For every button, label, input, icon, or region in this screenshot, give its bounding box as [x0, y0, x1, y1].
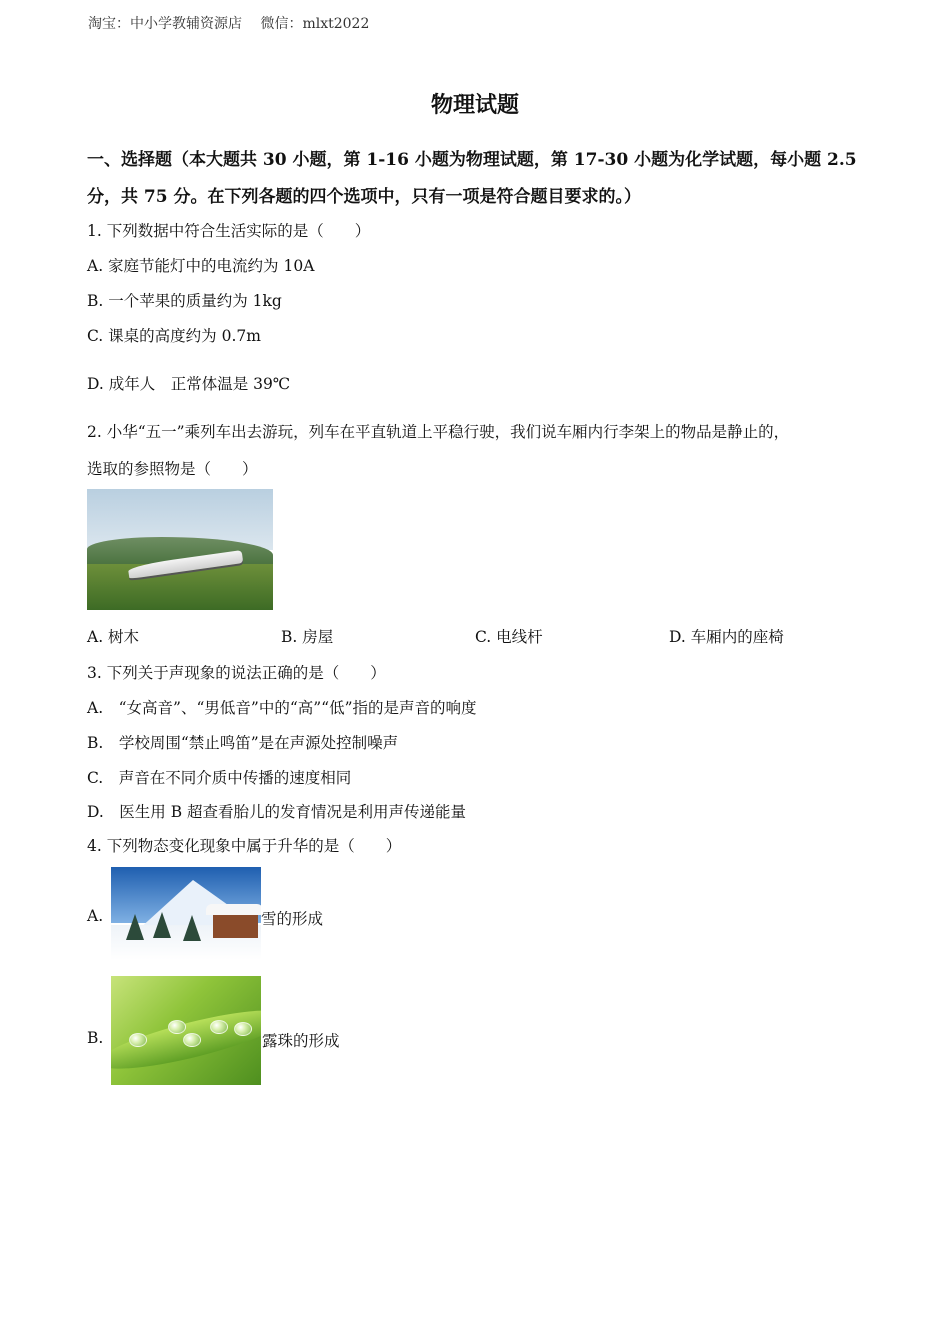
q2-stem-line1: 2. 小华“五一”乘列车出去游玩，列车在平直轨道上平稳行驶，我们说车厢内行李架上的物品是静止的，	[87, 423, 790, 441]
q1-option-c: C. 课桌的高度约为 0.7m	[87, 327, 261, 345]
q2-stem-line2: 选取的参照物是（ ）	[87, 460, 258, 478]
section-heading: 一、选择题（本大题共 30 小题，第 1-16 小题为物理试题，第 17-30 小题为化学试题，每小题 2.5 分，共 75 分。在下列各题的四个选项中，只有一项是符合题目要求的。）	[87, 150, 857, 207]
snow-photo	[111, 867, 261, 960]
page-title: 物理试题	[430, 92, 519, 118]
q4-stem: 4. 下列物态变化现象中属于升华的是（ ）	[87, 837, 402, 855]
q3-stem: 3. 下列关于声现象的说法正确的是（ ）	[87, 664, 386, 682]
q4-option-b-letter: B.	[87, 1029, 104, 1047]
q3-option-b: B. 学校周围“禁止鸣笛”是在声源处控制噪声	[87, 734, 399, 752]
q3-option-c: C. 声音在不同介质中传播的速度相同	[87, 769, 352, 787]
q3-option-d: D. 医生用 B 超查看胎儿的发育情况是利用声传递能量	[87, 803, 467, 821]
q1-option-b: B. 一个苹果的质量约为 1kg	[87, 292, 282, 310]
q1-stem: 1. 下列数据中符合生活实际的是（ ）	[87, 222, 371, 240]
q2-option-b: B. 房屋	[281, 628, 334, 646]
wechat-id: 微信：mlxt2022	[260, 16, 370, 32]
q4-option-a-text: 雪的形成	[261, 910, 324, 928]
q2-option-c: C. 电线杆	[475, 628, 543, 646]
q3-option-a: A. “女高音”、“男低音”中的“高”“低”指的是声音的响度	[87, 699, 477, 717]
q1-option-a: A. 家庭节能灯中的电流约为 10A	[87, 257, 315, 275]
q2-option-d: D. 车厢内的座椅	[669, 628, 784, 646]
page-header	[88, 13, 369, 33]
q2-option-a: A. 树木	[87, 628, 140, 646]
dew-photo	[111, 976, 261, 1085]
q4-option-b-text: 露珠的形成	[262, 1032, 340, 1050]
train-photo	[87, 489, 273, 610]
shop-name: 淘宝：中小学教辅资源店	[88, 16, 242, 32]
q1-option-d: D. 成年人 正常体温是 39℃	[87, 375, 291, 393]
q4-option-a-letter: A.	[87, 907, 104, 925]
